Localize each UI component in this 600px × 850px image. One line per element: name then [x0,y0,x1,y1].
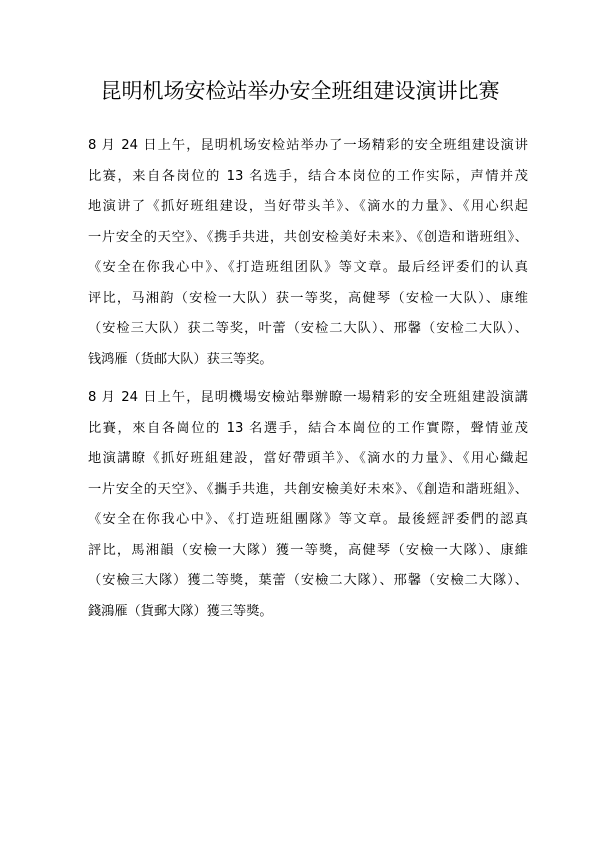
paragraph-line: 8 月 24 日上午，昆明機場安檢站舉辦瞭一場精彩的安全班組建設演講 [88,390,528,405]
paragraph-simplified [88,131,528,375]
paragraph-line: 地演講瞭《抓好班組建設，當好帶頭羊》、《滴水的力量》、《用心織起 [88,451,528,466]
paragraph-line: 一片安全的天空》、《攜手共進，共創安檢美好未來》、《創造和諧班組》、 [88,481,528,497]
document-title: 昆明机场安检站举办安全班组建设演讲比赛 [100,79,500,103]
paragraph-line: 比赛，来自各岗位的 13 名选手，结合本岗位的工作实际，声情并茂 [88,168,528,184]
paragraph-line: 8 月 24 日上午，昆明机场安检站举办了一场精彩的安全班组建设演讲 [88,138,528,153]
paragraph-line: 評比，馬湘韻（安檢一大隊）獲一等獎，高健琴（安檢一大隊）、康維 [88,542,528,558]
paragraph-line: 钱鸿雁（货邮大队）获三等奖。 [88,351,273,367]
paragraph-line: （安檢三大隊）獲二等獎，葉蕾（安檢二大隊）、邢馨（安檢二大隊）、 [88,573,528,588]
paragraph-traditional [88,383,528,627]
paragraph-line: 评比，马湘韵（安检一大队）获一等奖，高健琴（安检一大队）、康维 [88,290,528,306]
paragraph-line: 地演讲了《抓好班组建设，当好带头羊》、《滴水的力量》、《用心织起 [88,199,528,214]
paragraph-line: 錢鴻雁（貨郵大隊）獲三等獎。 [88,603,273,619]
paragraph-line: 《安全在你我心中》、《打造班組團隊》等文章。最後經評委們的認真 [88,512,528,527]
paragraph-line: 一片安全的天空》、《携手共进，共创安检美好未来》、《创造和谐班组》、 [88,229,528,245]
paragraph-line: 比賽，來自各崗位的 13 名選手，結合本崗位的工作實際，聲情並茂 [88,420,528,436]
paragraph-line: （安检三大队）获二等奖，叶蕾（安检二大队）、邢馨（安检二大队）、 [88,321,528,336]
paragraph-line: 《安全在你我心中》、《打造班组团队》等文章。最后经评委们的认真 [88,260,528,275]
